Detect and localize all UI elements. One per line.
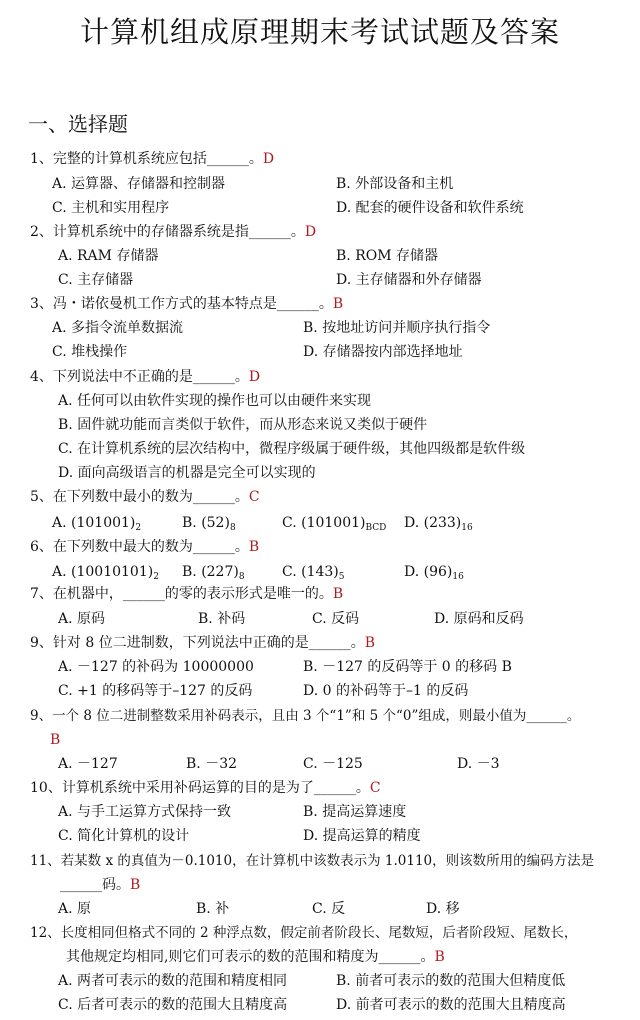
q7-option-c: C. 反码 — [312, 611, 360, 627]
q4-option-a: A. 任何可以由软件实现的操作也可以由硬件来实现 — [58, 393, 372, 409]
q12-option-b: B. 前者可表示的数的范围大但精度低 — [336, 973, 566, 989]
q5-option-c: C. $(101001)_{BCD}$ — [282, 515, 387, 533]
answer-1: D — [262, 151, 275, 167]
q4-option-d: D. 面向高级语言的机器是完全可以实现的 — [58, 465, 316, 481]
q1-option-d: D. 配套的硬件设备和软件系统 — [336, 200, 524, 216]
q6-option-d: D. $(96)_{16}$ — [404, 564, 464, 582]
q7-option-a: A. 原码 — [58, 611, 106, 627]
q8-option-c: C. +1 的移码等于–127 的反码 — [58, 683, 253, 699]
q12-option-d: D. 前者可表示的数的范围大且精度高 — [336, 997, 566, 1013]
question-10: 10、计算机系统中采用补码运算的目的是为了______。C — [30, 780, 381, 796]
answer-3: B — [332, 296, 344, 312]
answer-5: C — [248, 489, 260, 505]
answer-12: B — [434, 949, 445, 965]
q11-option-d: D. 移 — [426, 901, 460, 917]
q11-option-b: B. 补 — [196, 901, 230, 917]
q1-option-c: C. 主机和实用程序 — [52, 200, 170, 216]
q3-option-c: C. 堆栈操作 — [52, 344, 128, 360]
answer-8: B — [364, 635, 376, 651]
q10-option-d: D. 提高运算的精度 — [303, 828, 421, 844]
question-12-cont: 其他规定均相同,则它们可表示的数的范围和精度为______。B — [66, 949, 445, 965]
question-6: 6、在下列数中最大的数为______。B — [30, 539, 260, 555]
q11-option-a: A. 原 — [58, 901, 92, 917]
q2-option-d: D. 主存储器和外存储器 — [336, 272, 482, 288]
answer-4: D — [248, 369, 261, 385]
q2-option-b: B. ROM 存储器 — [336, 248, 438, 264]
q5-option-d: D. $(233)_{16}$ — [404, 515, 473, 533]
answer-11: B — [130, 877, 141, 893]
q2-option-a: A. RAM 存储器 — [58, 248, 159, 264]
q11-option-c: C. 反 — [312, 901, 346, 917]
answer-9: B — [50, 732, 61, 748]
q6-option-a: A. $(10010101)_2$ — [52, 564, 159, 582]
document-title: 计算机组成原理期末考试试题及答案 — [79, 15, 560, 49]
q7-option-d: D. 原码和反码 — [434, 611, 524, 627]
q4-option-b: B. 固件就功能而言类似于软件，而从形态来说又类似于硬件 — [58, 417, 428, 433]
q10-option-a: A. 与手工运算方式保持一致 — [58, 804, 232, 820]
q6-option-c: C. $(143)_5$ — [282, 564, 345, 582]
q4-option-c: C. 在计算机系统的层次结构中，微程序级属于硬件级，其他四级都是软件级 — [58, 441, 526, 457]
question-3: 3、冯・诺依曼机工作方式的基本特点是______。B — [30, 296, 344, 312]
q8-option-a: A. －127 的补码为 10000000 — [58, 659, 254, 675]
answer-7: B — [332, 586, 344, 602]
q8-option-d: D. 0 的补码等于–1 的反码 — [303, 683, 469, 699]
q9-option-b: B. －32 — [186, 756, 238, 772]
q12-option-a: A. 两者可表示的数的范围和精度相同 — [58, 973, 288, 989]
question-11-cont: ______码。B — [60, 877, 141, 893]
q3-option-b: B. 按地址访问并顺序执行指令 — [303, 320, 491, 336]
question-11: 11、若某数 x 的真值为－0.1010，在计算机中该数表示为 1.0110，则该数所用的编码方法是 — [30, 853, 595, 869]
q9-option-c: C. －125 — [303, 756, 363, 772]
answer-6: B — [248, 539, 260, 555]
q7-option-b: B. 补码 — [198, 611, 246, 627]
q3-option-a: A. 多指令流单数据流 — [52, 320, 184, 336]
q1-option-b: B. 外部设备和主机 — [336, 176, 454, 192]
question-9: 9、一个 8 位二进制整数采用补码表示，且由 3 个“1”和 5 个“0”组成，则最小值为______。 — [30, 708, 581, 724]
section-heading: 一、选择题 — [28, 112, 128, 136]
q6-option-b: B. $(227)_8$ — [182, 564, 245, 582]
q10-option-c: C. 简化计算机的设计 — [58, 828, 190, 844]
question-8: 9、针对 8 位二进制数，下列说法中正确的是______。B — [30, 635, 376, 651]
q1-option-a: A. 运算器、存储器和控制器 — [52, 176, 226, 192]
q9-option-d: D. －3 — [457, 756, 500, 772]
question-5: 5、在下列数中最小的数为______。C — [30, 489, 260, 505]
q3-option-d: D. 存储器按内部选择地址 — [303, 344, 463, 360]
q10-option-b: B. 提高运算速度 — [303, 804, 407, 820]
answer-10: C — [369, 780, 381, 796]
q2-option-c: C. 主存储器 — [58, 272, 134, 288]
question-2: 2、计算机系统中的存储器系统是指______。D — [30, 224, 317, 240]
q12-option-c: C. 后者可表示的数的范围大且精度高 — [58, 997, 288, 1013]
q8-option-b: B. －127 的反码等于 0 的移码 B — [303, 659, 512, 675]
question-4: 4、下列说法中不正确的是______。D — [30, 369, 261, 385]
q9-option-a: A. －127 — [58, 756, 118, 772]
question-1: 1、完整的计算机系统应包括______。D — [30, 151, 275, 167]
question-12: 12、长度相同但格式不同的 2 种浮点数，假定前者阶段长、尾数短，后者阶段短、尾数长， — [30, 925, 578, 941]
q5-option-a: A. $(101001)_2$ — [52, 515, 142, 533]
question-7: 7、在机器中，______的零的表示形式是唯一的。B — [30, 586, 344, 602]
answer-2: D — [304, 224, 317, 240]
q5-option-b: B. $(52)_8$ — [182, 515, 236, 533]
